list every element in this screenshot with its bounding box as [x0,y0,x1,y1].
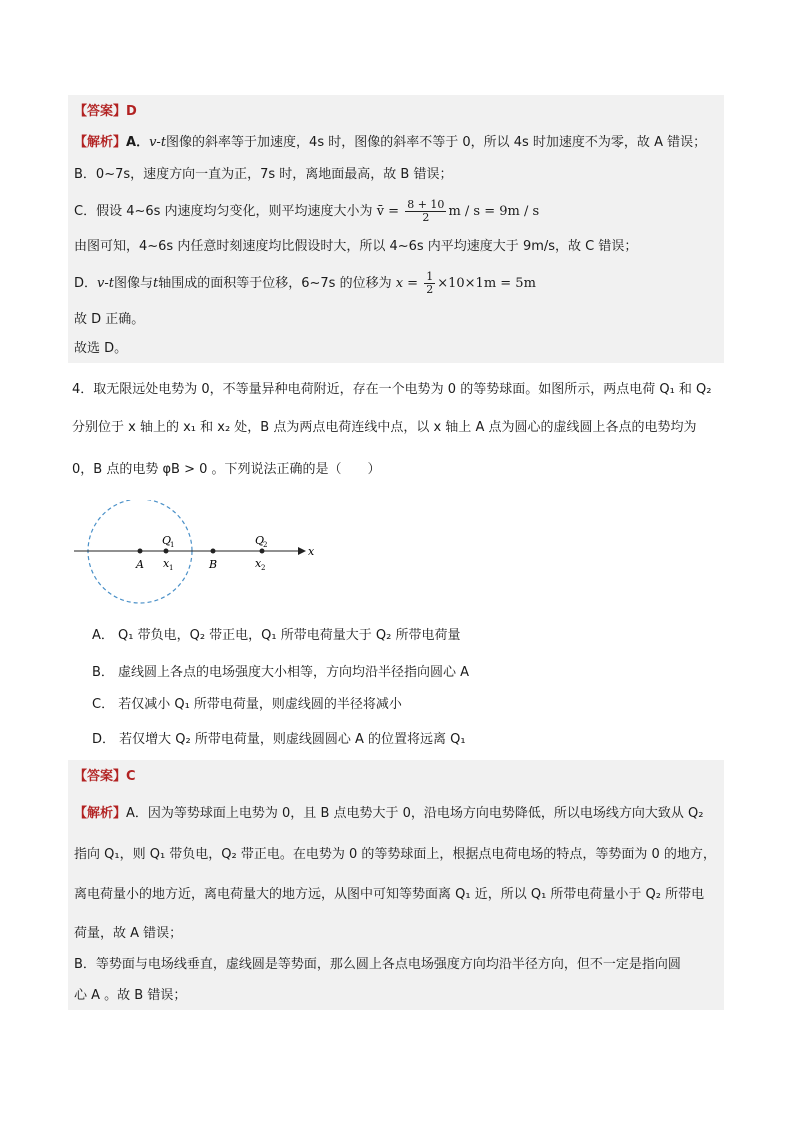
label-a: A [136,558,144,571]
question-line-3: 0，B 点的电势 φB > 0 。下列说法正确的是（ ） [72,462,381,477]
analysis-text: A．因为等势球面上电势为 0，且 B 点电势大于 0，沿电场方向电势降低，所以电场线方向大致从 Q₂ [126,806,704,821]
answer-tag: 【答案】 [74,769,127,784]
analysis2-line-2 [74,846,716,864]
answer-line-2 [74,768,136,786]
fraction-denominator: 2 [422,211,430,224]
point-b [211,549,216,554]
x-symbol: x = [395,276,419,291]
analysis2-line-6 [74,987,186,1005]
option-a[interactable]: A． Q₁ 带负电，Q₂ 带正电，Q₁ 所带电荷量大于 Q₂ 所带电荷量 [92,628,461,643]
analysis-text: 心 A 。故 B 错误； [74,988,187,1003]
analysis-line-3 [74,199,539,224]
analysis2-line-1 [74,805,703,823]
point-q2 [260,549,265,554]
label-x2: x [255,557,262,570]
analysis-tag: 【解析】 [74,135,127,150]
label-q1-sub: 1 [170,541,175,549]
point-q1 [164,549,169,554]
fraction-numerator: 8 + 10 [407,198,445,211]
analysis-text: B．等势面与电场线垂直，虚线圆是等势面，那么圆上各点电场强度方向均沿半径方向，但不一定是指向圆 [74,957,681,972]
answer-value: D [126,104,137,119]
option-d[interactable]: D． 若仅增大 Q₂ 所带电荷量，则虚线圆圆心 A 的位置将远离 Q₁ [92,732,466,747]
label-x1: x [163,557,170,570]
label-x2-sub: 2 [261,564,266,572]
analysis-text: 离电荷量小的地方近，离电荷量大的地方远，从图中可知等势面离 Q₁ 近，所以 Q₁ 所带电荷量小于 Q₂ 所带电 [74,887,705,902]
vt-text: v-t [149,135,167,150]
analysis-text: 图像的斜率等于加速度，4s 时，图像的斜率不等于 0，所以 4s 时加速度不为零，故 A 错误； [166,135,707,150]
answer-tag: 【答案】 [74,104,127,119]
fraction-denominator: 2 [426,283,434,296]
point-a [138,549,143,554]
analysis-line-1 [74,134,706,152]
label-q1: Q [162,534,172,547]
vbar-symbol: v̄ = [376,204,400,219]
label-x1-sub: 1 [169,564,174,572]
analysis-text: 轴围成的面积等于位移，6~7s 的位移为 [158,276,392,291]
analysis-text: 荷量，故 A 错误； [74,926,183,941]
label-q2: Q [255,534,265,547]
analysis2-line-5 [74,956,681,974]
answer-line [74,103,137,121]
analysis-text: 故选 D。 [74,341,128,356]
analysis-line-7 [74,340,127,358]
fraction [424,271,435,296]
analysis-line-6 [74,311,144,329]
analysis-tag: 【解析】 [74,806,127,821]
math-result: m / s = 9m / s [448,204,540,219]
analysis-text: 故 D 正确。 [74,312,145,327]
analysis-text: B．0~7s，速度方向一直为正，7s 时，离地面最高，故 B 错误； [74,167,453,182]
analysis2-line-4 [74,925,182,943]
question-line-2: 分别位于 x 轴上的 x₁ 和 x₂ 处，B 点为两点电荷连线中点，以 x 轴上 A 点为圆心的虚线圆上各点的电势均为 [72,420,697,435]
label-d: D． [74,276,98,291]
fraction [405,199,446,224]
option-c[interactable]: C． 若仅减小 Q₁ 所带电荷量，则虚线圆的半径将减小 [92,697,402,712]
analysis-text: 由图可知，4~6s 内任意时刻速度均比假设时大，所以 4~6s 内平均速度大于 9m/s，故 C 错误； [74,239,638,254]
math-result: ×10×1m = 5m [437,276,536,291]
t-symbol: t [153,276,159,291]
analysis-text: 指向 Q₁，则 Q₁ 带负电，Q₂ 带正电。在电势为 0 的等势球面上，根据点电荷电场的特点，等势面为 0 的地方， [74,847,716,862]
vt-text: v-t [97,276,114,291]
label-x-axis: x [308,545,315,558]
x-axis-arrow-icon [298,547,306,555]
analysis-text: C．假设 4~6s 内速度均匀变化，则平均速度大小为 [74,204,373,219]
analysis-line-2 [74,166,453,184]
answer-value: C [126,769,136,784]
fraction-numerator: 1 [426,270,434,283]
label-q2-sub: 2 [263,541,268,549]
analysis-text: 图像与 [113,276,153,291]
option-b[interactable]: B． 虚线圆上各点的电场强度大小相等，方向均沿半径指向圆心 A [92,665,470,680]
analysis2-line-3 [74,886,704,904]
label-b: B [209,558,218,571]
analysis-line-5 [74,271,536,296]
question-line-1: 4．取无限远处电势为 0，不等量异种电荷附近，存在一个电势为 0 的等势球面。如图所示，两点电荷 Q₁ 和 Q₂ [72,382,712,397]
charge-diagram [70,500,330,610]
label-a: A． [126,135,150,150]
analysis-line-4 [74,238,637,256]
